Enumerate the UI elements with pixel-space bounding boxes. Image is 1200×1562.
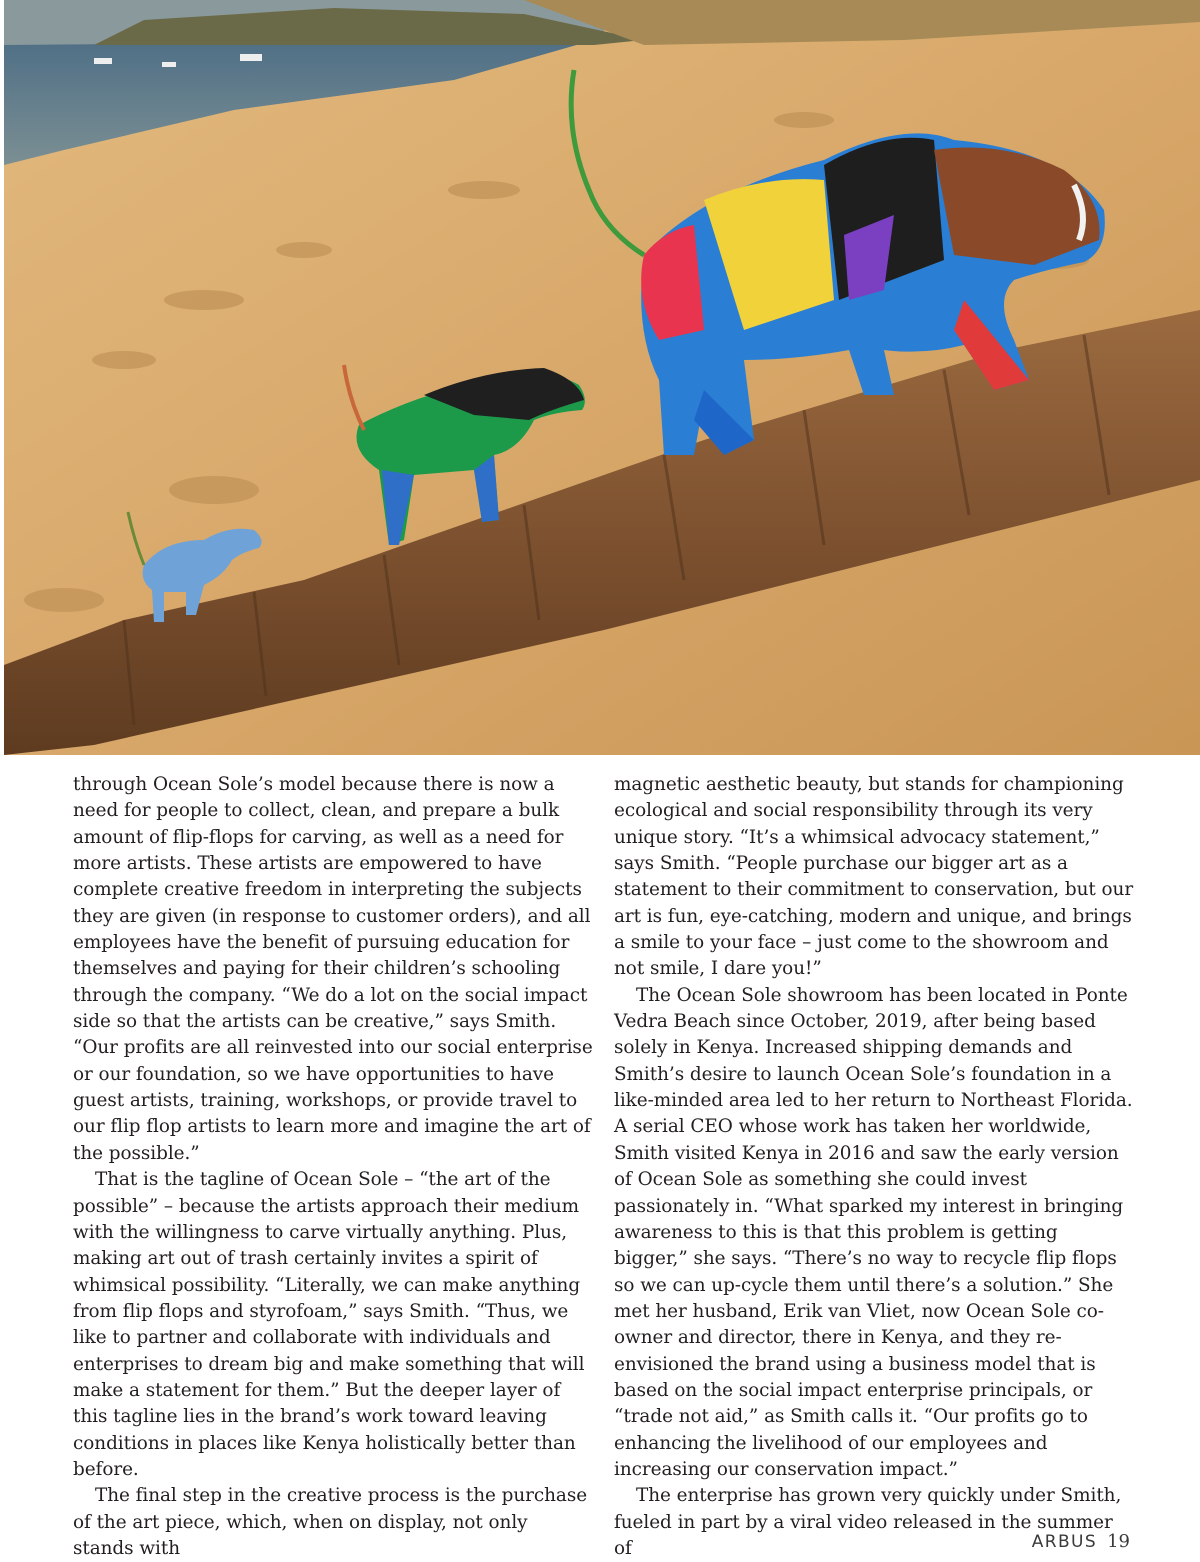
article-column-left bbox=[73, 772, 593, 1562]
article-paragraph: through Ocean Sole’s model because there is now a need for people to collect, clean, and prepare a bulk amount of flip-flops for carving, as well as a need for more artists. These artists are empowered to have complete creative freedom in interpreting the subjects they are given (in response to customer orders), and all employees have the benefit of pursuing education for themselves and paying for their children’s schooling through the company. “We do a lot on the social impact side so that the artists can be creative,” says Smith. “Our profits are all reinvested into our social enterprise or our foundation, so we have opportunities to have guest artists, training, workshops, or provide travel to our flip flop artists to learn more and imagine the art of the possible.” bbox=[73, 774, 593, 1164]
page-number: 19 bbox=[1107, 1531, 1130, 1552]
article-column-right bbox=[614, 772, 1134, 1562]
page-footer bbox=[1032, 1531, 1130, 1552]
article-paragraph: magnetic aesthetic beauty, but stands for championing ecological and social responsibility through its very unique story. “It’s a whimsical advocacy statement,” says Smith. “People purchase our bigger art as a statement to their commitment to conservation, but our art is fun, eye-catching, modern and unique, and brings a smile to your face – just come to the showroom and not smile, I dare you!” bbox=[614, 774, 1134, 980]
article-paragraph: The Ocean Sole showroom has been located in Ponte Vedra Beach since October, 2019, after being based solely in Kenya. Increased shipping demands and Smith’s desire to launch Ocean Sole’s foundation in a like-minded area led to her return to Northeast Florida. A serial CEO whose work has taken her worldwide, Smith visited Kenya in 2016 and saw the early version of Ocean Sole as something she could invest passionately in. “What sparked my interest in bringing awareness to this is that this problem is getting bigger,” she says. “There’s no way to recycle flip flops so we can up-cycle them until there’s a solution.” She met her husband, Erik van Vliet, now Ocean Sole co-owner and director, there in Kenya, and they re-envisioned the brand using a business model that is based on the social impact enterprise principals, or “trade not aid,” as Smith calls it. “Our profits go to enhancing the livelihood of our employees and increasing our conservation impact.” bbox=[614, 984, 1133, 1480]
article-paragraph: The final step in the creative process is the purchase of the art piece, which, when on display, not only stands with bbox=[73, 1485, 588, 1559]
magazine-name: ARBUS bbox=[1031, 1532, 1098, 1552]
article-paragraph: The enterprise has grown very quickly under Smith, fueled in part by a viral video released in the summer of bbox=[614, 1485, 1122, 1559]
article-photo bbox=[4, 0, 1200, 755]
article-paragraph: That is the tagline of Ocean Sole – “the art of the possible” – because the artists approach their medium with the willingness to carve virtually anything. Plus, making art out of trash certainly invites a spirit of whimsical possibility. “Literally, we can make anything from flip flops and styrofoam,” says Smith. “Thus, we like to partner and collaborate with individuals and enterprises to dream big and make something that will make a statement for them.” But the deeper layer of this tagline lies in the brand’s work toward leaving conditions in places like Kenya holistically better than before. bbox=[73, 1169, 585, 1480]
